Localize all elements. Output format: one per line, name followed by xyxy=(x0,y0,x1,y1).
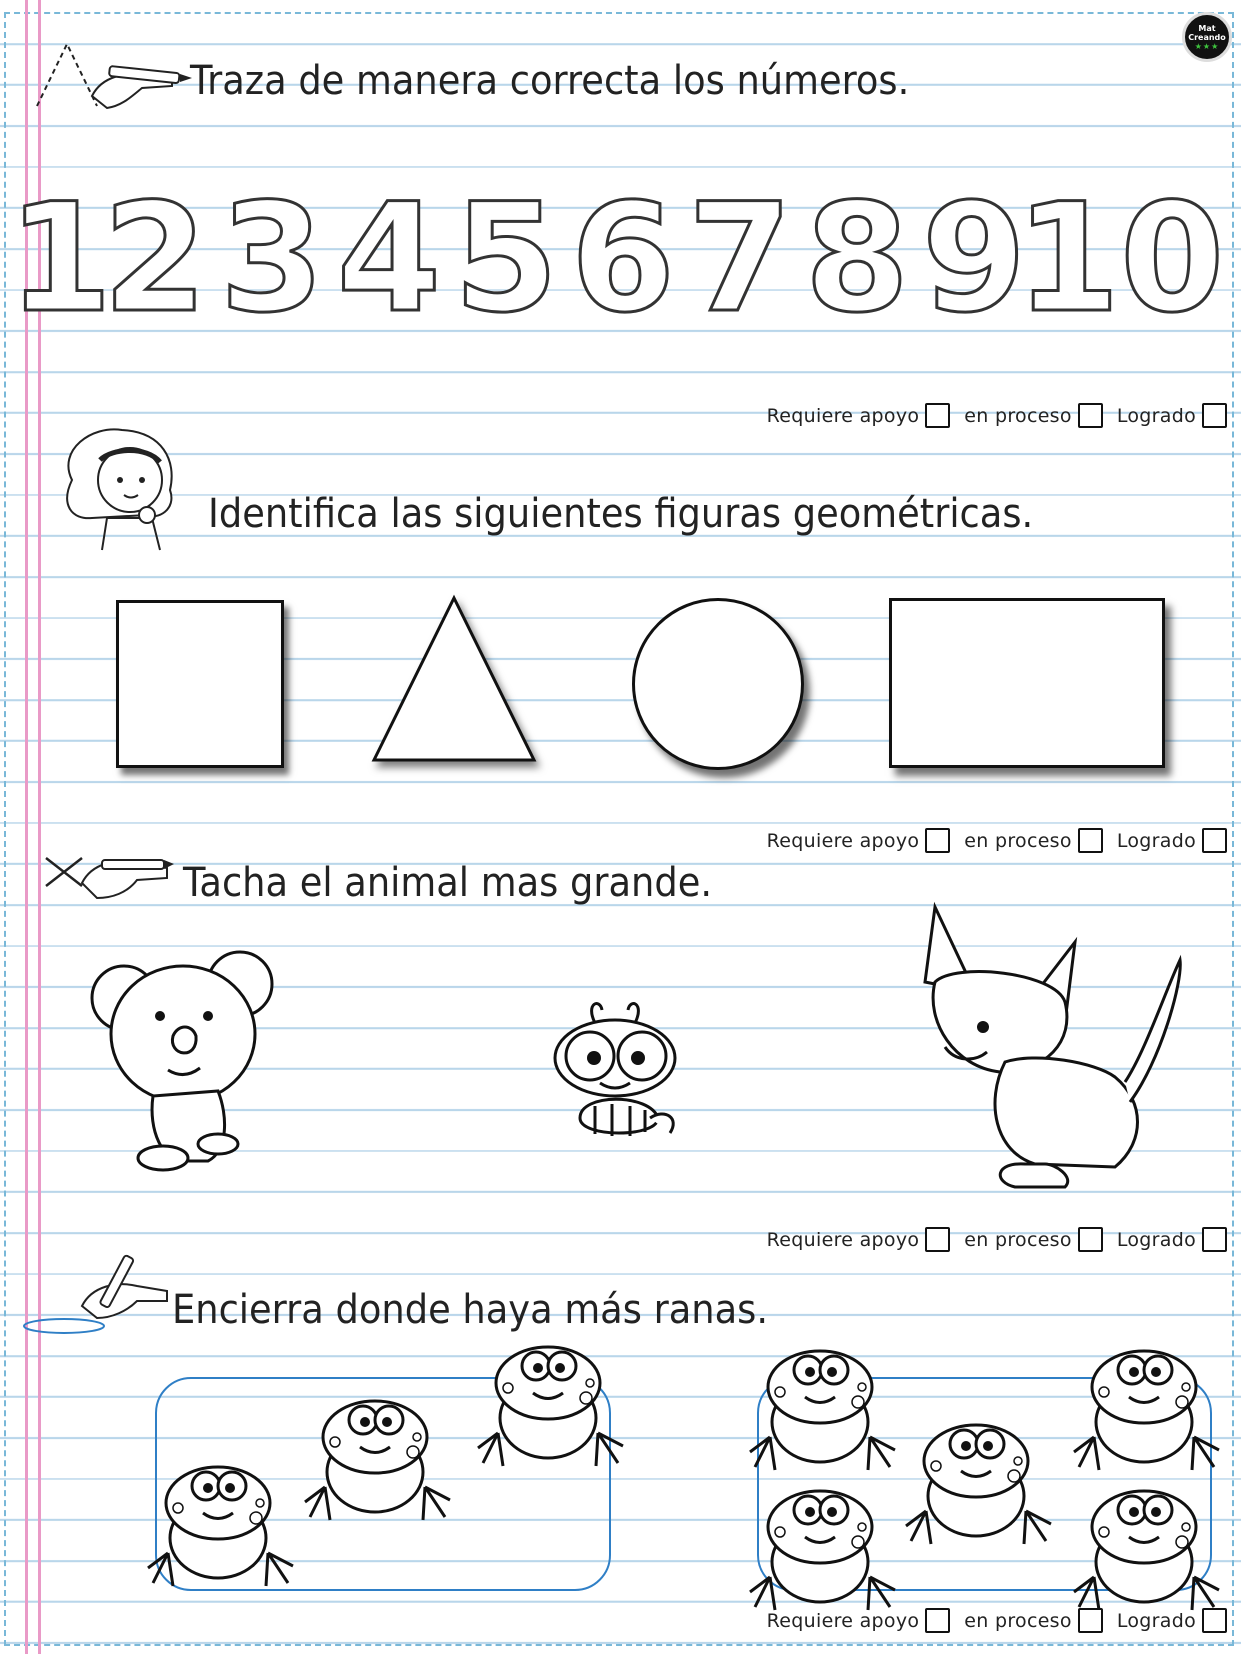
evaluation-row xyxy=(767,828,1227,853)
trace-number: 3 xyxy=(219,172,325,346)
achieved-label: Logrado xyxy=(1116,1228,1196,1251)
in-progress-checkbox[interactable] xyxy=(1078,403,1103,428)
achieved-label: Logrado xyxy=(1116,404,1196,427)
in-progress-label: en proceso xyxy=(964,1609,1072,1632)
achieved-checkbox[interactable] xyxy=(1202,1227,1227,1252)
exercise-1-title: Traza de manera correcta los números. xyxy=(190,58,910,104)
needs-support-label: Requiere apoyo xyxy=(766,1609,920,1632)
trace-number: 7 xyxy=(687,172,793,346)
frog-image xyxy=(750,1482,900,1617)
exercise-4-title: Encierra donde haya más ranas. xyxy=(172,1287,769,1333)
circle-shape xyxy=(632,598,804,770)
frog-image xyxy=(1074,1482,1224,1617)
achieved-checkbox[interactable] xyxy=(1202,1608,1227,1633)
needs-support-checkbox[interactable] xyxy=(925,828,950,853)
in-progress-label: en proceso xyxy=(964,829,1072,852)
koala-image xyxy=(88,946,278,1176)
in-progress-label: en proceso xyxy=(964,1228,1072,1251)
needs-support-checkbox[interactable] xyxy=(925,403,950,428)
trace-number: 9 xyxy=(921,172,1027,346)
evaluation-row xyxy=(767,1608,1227,1633)
logo: Mat Creando ★★★ xyxy=(1182,12,1232,62)
needs-support-label: Requiere apoyo xyxy=(766,404,920,427)
frog-image xyxy=(750,1342,900,1477)
trace-number: 2 xyxy=(102,172,208,346)
needs-support-checkbox[interactable] xyxy=(925,1227,950,1252)
evaluation-row xyxy=(767,1227,1227,1252)
achieved-label: Logrado xyxy=(1116,1609,1196,1632)
trace-number: 6 xyxy=(570,172,676,346)
evaluation-row xyxy=(767,403,1227,428)
frog-image xyxy=(1074,1342,1224,1477)
frog-image xyxy=(305,1392,455,1527)
worm-image xyxy=(540,998,710,1168)
kangaroo-image xyxy=(915,902,1195,1192)
cross-out-hand-icon xyxy=(42,838,177,918)
tracing-numbers xyxy=(7,172,1225,346)
frog-image xyxy=(906,1416,1056,1551)
triangle-shape xyxy=(368,594,540,766)
in-progress-label: en proceso xyxy=(964,404,1072,427)
achieved-label: Logrado xyxy=(1116,829,1196,852)
trace-hand-icon xyxy=(32,36,182,116)
trace-number: 4 xyxy=(336,172,442,346)
achieved-checkbox[interactable] xyxy=(1202,828,1227,853)
exercise-3-title: Tacha el animal mas grande. xyxy=(183,860,713,906)
in-progress-checkbox[interactable] xyxy=(1078,828,1103,853)
achieved-checkbox[interactable] xyxy=(1202,403,1227,428)
rectangle-shape xyxy=(889,598,1165,768)
exercise-2-title: Identifica las siguientes figuras geométricas. xyxy=(208,491,1034,537)
trace-number: 1 xyxy=(7,172,113,346)
thinking-girl-icon xyxy=(52,420,192,560)
trace-number: 5 xyxy=(453,172,559,346)
needs-support-label: Requiere apoyo xyxy=(766,829,920,852)
in-progress-checkbox[interactable] xyxy=(1078,1227,1103,1252)
needs-support-label: Requiere apoyo xyxy=(766,1228,920,1251)
in-progress-checkbox[interactable] xyxy=(1078,1608,1103,1633)
frog-image xyxy=(478,1338,628,1473)
trace-number: 8 xyxy=(804,172,910,346)
trace-number: 10 xyxy=(1015,172,1225,346)
square-shape xyxy=(116,600,284,768)
needs-support-checkbox[interactable] xyxy=(925,1608,950,1633)
circle-hand-icon xyxy=(22,1246,172,1336)
frog-image xyxy=(148,1458,298,1593)
